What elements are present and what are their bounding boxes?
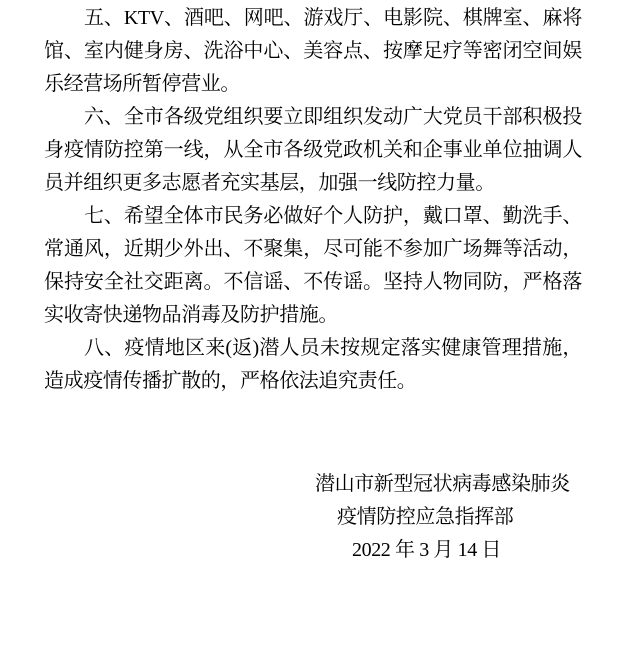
paragraph-item-5	[44, 2, 582, 101]
signature-date: 2022 年 3 月 14 日	[352, 539, 502, 561]
paragraph-item-6	[44, 101, 582, 200]
text-line: 员并组织更多志愿者充实基层，加强一线防控力量。	[44, 172, 495, 194]
signature-org-line2: 疫情防控应急指挥部	[337, 506, 514, 528]
text-line: 七、希望全体市民务必做好个人防护，戴口罩、勤洗手、	[84, 205, 582, 227]
text-line: 常通风，近期少外出、不聚集，尽可能不参加广场舞等活动，	[44, 238, 582, 260]
text-line: 乐经营场所暂停营业。	[44, 73, 240, 95]
paragraph-item-7	[44, 200, 582, 332]
text-line: 造成疫情传播扩散的，严格依法追究责任。	[44, 370, 417, 392]
signature-org-line1: 潜山市新型冠状病毒感染肺炎	[315, 473, 570, 495]
paragraph-item-8	[44, 332, 582, 398]
text-line: 六、全市各级党组织要立即组织发动广大党员干部积极投	[84, 106, 582, 128]
text-line: 馆、室内健身房、洗浴中心、美容点、按摩足疗等密闭空间娱	[44, 40, 582, 62]
text-line: 保持安全社交距离。不信谣、不传谣。坚持人物同防，严格落	[44, 271, 582, 293]
text-line: 八、疫情地区来(返)潜人员未按规定落实健康管理措施，	[84, 337, 582, 359]
text-line: 五、KTV、酒吧、网吧、游戏厅、电影院、棋牌室、麻将	[84, 7, 582, 29]
text-line: 实收寄快递物品消毒及防护措施。	[44, 304, 338, 326]
signature-block	[44, 468, 582, 567]
text-line: 身疫情防控第一线，从全市各级党政机关和企事业单位抽调人	[44, 139, 582, 161]
